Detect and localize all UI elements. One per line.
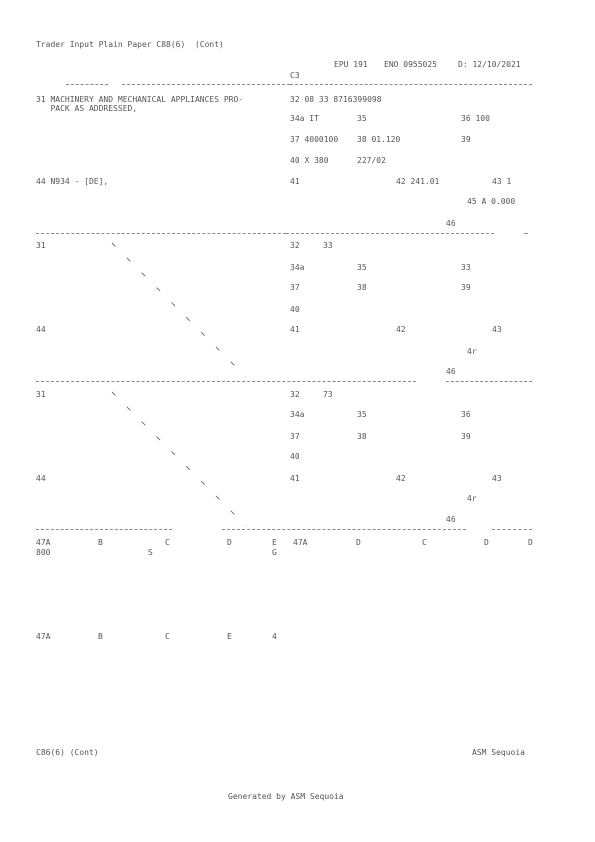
field-36: 33 — [461, 263, 471, 272]
divider — [36, 381, 416, 382]
field-47c: C — [165, 538, 170, 547]
field-44: 44 — [36, 474, 46, 483]
field-31: 31 — [36, 390, 46, 399]
field-46: 46 — [446, 367, 456, 376]
field-47b-2: D — [356, 538, 361, 547]
tax-base-value: 800 — [36, 548, 51, 557]
field-35: 35 — [357, 263, 367, 272]
field-44: 44 N934 - [DE], — [36, 177, 109, 186]
divider — [122, 84, 290, 85]
field-47b: B — [98, 538, 103, 547]
field-31: 31 — [36, 241, 46, 250]
field-40: 40 — [290, 305, 300, 314]
field-g: G — [272, 548, 277, 557]
field-34a: 34a — [290, 410, 305, 419]
field-c3: C3 — [290, 71, 300, 80]
goods-description: 31 MACHINERY AND MECHANICAL APPLIANCES PRO- — [36, 95, 244, 104]
field-42: 42 241.01 — [396, 177, 440, 186]
field-43: 43 — [492, 474, 502, 483]
field-32: 32 — [290, 390, 300, 399]
field-47d: D — [227, 538, 232, 547]
field-46: 46 — [446, 219, 456, 228]
field-47d: E — [227, 632, 232, 641]
field-34a: 34a — [290, 263, 305, 272]
divider — [492, 529, 532, 530]
footer-software: ASM Sequoia — [472, 748, 525, 757]
field-s: S — [148, 548, 153, 557]
field-46: 46 — [446, 515, 456, 524]
entry-date: D: 12/10/2021 — [458, 60, 521, 69]
field-45: 4r — [467, 494, 477, 503]
field-40: 40 X 380 — [290, 156, 329, 165]
field-47e-2: D — [528, 538, 533, 547]
field-40b: 227/02 — [357, 156, 386, 165]
field-36: 36 — [461, 410, 471, 419]
field-47b: B — [98, 632, 103, 641]
divider — [446, 381, 532, 382]
field-47c: C — [165, 632, 170, 641]
field-47e: E — [272, 538, 277, 547]
field-39: 39 — [461, 283, 471, 292]
field-42: 42 — [396, 325, 406, 334]
field-42: 42 — [396, 474, 406, 483]
field-47a-2: 47A — [293, 538, 308, 547]
divider — [290, 84, 532, 85]
field-36: 36 100 — [461, 114, 490, 123]
field-47a: 47A — [36, 632, 51, 641]
field-41: 41 — [290, 177, 300, 186]
field-38: 38 — [357, 432, 367, 441]
field-33: 73 — [323, 390, 333, 399]
field-47c-2: C — [422, 538, 427, 547]
commodity-code: 32 08 33 8716399098 — [290, 95, 382, 104]
field-33: 33 — [323, 241, 333, 250]
field-35: 35 — [357, 410, 367, 419]
field-41: 41 — [290, 474, 300, 483]
field-43: 43 — [492, 325, 502, 334]
divider — [36, 529, 172, 530]
field-39: 39 — [461, 135, 471, 144]
field-37: 37 4000100 — [290, 135, 339, 144]
field-35: 35 — [357, 114, 367, 123]
field-38: 38 01.120 — [357, 135, 401, 144]
form-title: Trader Input Plain Paper C88(6) (Cont) — [36, 40, 224, 49]
field-37: 37 — [290, 283, 300, 292]
goods-description-cont: PACK AS ADDRESSED, — [36, 104, 138, 113]
epu-number: EPU 191 — [334, 60, 368, 69]
entry-number: ENO 0955025 — [384, 60, 437, 69]
field-47e: 4 — [272, 632, 277, 641]
field-32: 32 — [290, 241, 300, 250]
generated-by: Generated by ASM Sequoia — [228, 792, 344, 801]
field-40: 40 — [290, 452, 300, 461]
field-47a: 47A — [36, 538, 51, 547]
field-45: 45 A 0.000 — [467, 197, 516, 206]
divider — [524, 233, 528, 234]
divider — [66, 84, 108, 85]
divider — [36, 233, 286, 234]
divider — [286, 233, 494, 234]
divider — [222, 529, 466, 530]
footer-form-code: C86(6) (Cont) — [36, 748, 99, 757]
field-43: 43 1 — [492, 177, 512, 186]
field-39: 39 — [461, 432, 471, 441]
field-41: 41 — [290, 325, 300, 334]
field-47d-2: D — [484, 538, 489, 547]
field-44: 44 — [36, 325, 46, 334]
field-38: 38 — [357, 283, 367, 292]
field-45: 4r — [467, 347, 477, 356]
field-34a: 34a IT — [290, 114, 319, 123]
field-37: 37 — [290, 432, 300, 441]
